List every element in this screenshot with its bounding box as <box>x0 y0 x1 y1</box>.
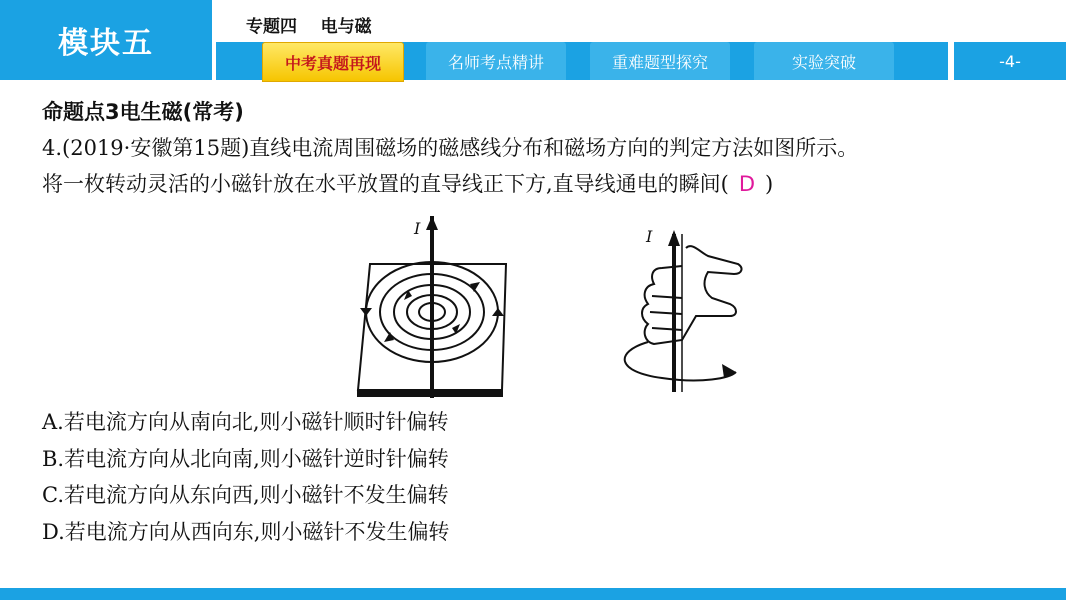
wire-field-diagram <box>358 216 506 398</box>
tab-bar <box>216 42 948 80</box>
section-heading: 命题点3电生磁(常考) <box>42 100 244 124</box>
option-a: A.若电流方向从南向北,则小磁针顺时针偏转 <box>42 410 449 434</box>
figure-area <box>352 212 752 402</box>
tab-experiments[interactable]: 实验突破 <box>754 42 894 80</box>
answer-letter: D <box>738 172 756 196</box>
closing-paren: ) <box>765 172 774 196</box>
option-b: B.若电流方向从北向南,则小磁针逆时针偏转 <box>42 446 449 471</box>
current-label-left: I <box>414 219 421 238</box>
tab-difficult-types[interactable]: 重难题型探究 <box>590 42 730 80</box>
question-text: 将一枚转动灵活的小磁针放在水平放置的直导线正下方,直导线通电的瞬间( <box>42 172 729 196</box>
current-label-right: I <box>646 227 653 246</box>
module-label: 模块五 <box>0 0 212 80</box>
answer-options <box>42 404 449 550</box>
magnetic-field-figure <box>352 212 752 402</box>
bottom-bar <box>0 588 1066 600</box>
option-d: D.若电流方向从西向东,则小磁针不发生偏转 <box>42 519 450 544</box>
right-hand-rule-diagram <box>625 230 742 392</box>
question-content <box>42 94 1046 202</box>
page-number: -4- <box>954 42 1066 80</box>
topic-title: 专题四 电与磁 <box>246 17 372 37</box>
tab-exam-questions[interactable]: 中考真题再现 <box>262 42 404 82</box>
question-line-1: 4.(2019·安徽第15题)直线电流周围磁场的磁感线分布和磁场方向的判定方法如图所示。 <box>42 136 859 160</box>
question-line-2 <box>42 166 1046 202</box>
tab-teacher-explanation[interactable]: 名师考点精讲 <box>426 42 566 80</box>
option-c: C.若电流方向从东向西,则小磁针不发生偏转 <box>42 483 449 507</box>
